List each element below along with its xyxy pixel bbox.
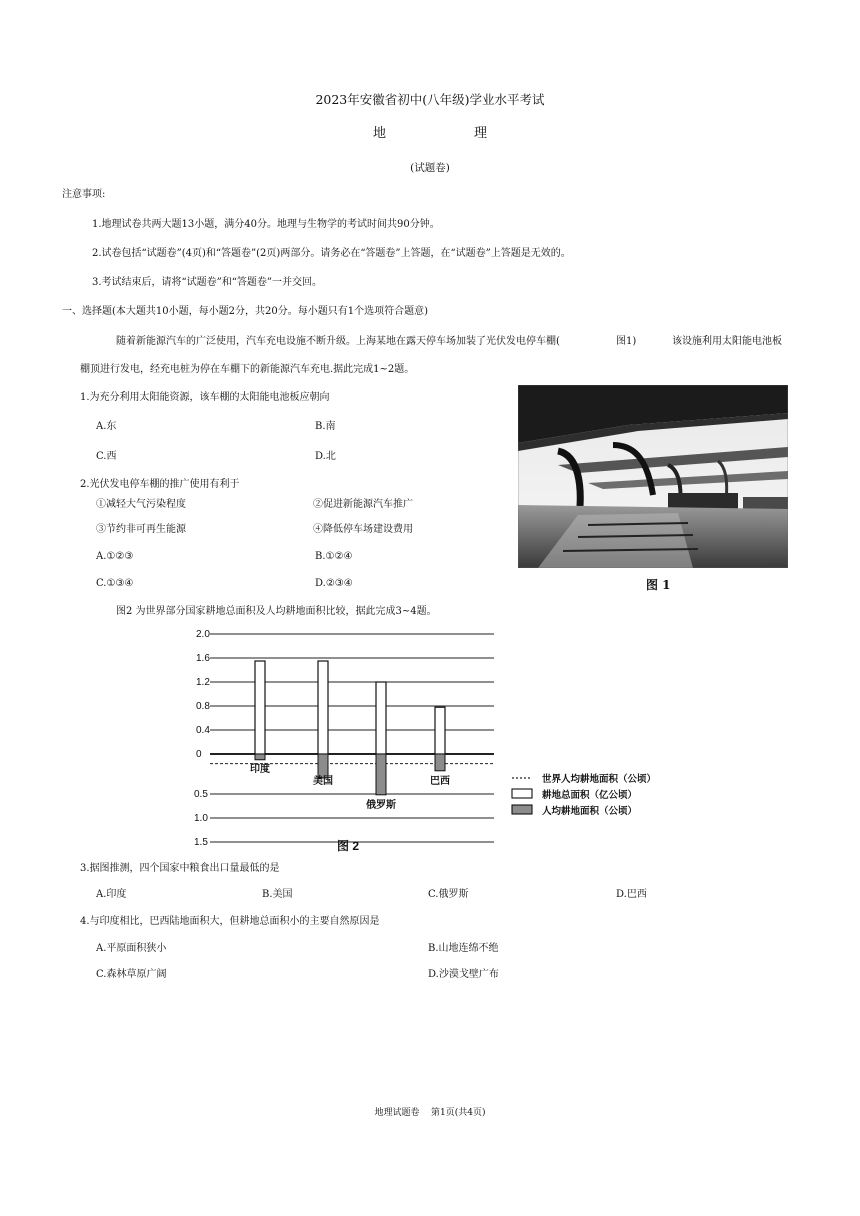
q3-option-c: C.俄罗斯 xyxy=(428,889,469,900)
page-footer xyxy=(0,1106,860,1120)
q4-option-a: A.平原面积狭小 xyxy=(96,943,167,954)
bar-per-capita xyxy=(255,754,265,760)
legend-label: 耕地总面积（亿公顷） xyxy=(542,790,638,801)
category-label: 印度 xyxy=(250,764,270,775)
q2-option-d: D.②③④ xyxy=(315,578,353,589)
q3-stem: 3.据图推测，四个国家中粮食出口量最低的是 xyxy=(80,863,280,874)
q4-option-c: C.森林草原广阔 xyxy=(96,969,167,980)
q1-option-c: C.西 xyxy=(96,451,117,462)
legend-total-swatch xyxy=(512,789,532,798)
note-item-2: 2.试卷包括“试题卷”(4页)和“答题卷”(2页)两部分。请务必在“答题卷”上答题，在“试题卷”上答题是无效的。 xyxy=(92,248,571,259)
q2-statement-2: ②促进新能源汽车推广 xyxy=(313,499,413,510)
q4-option-b: B.山地连绵不绝 xyxy=(428,943,499,954)
q2-option-c: C.①③④ xyxy=(96,578,134,589)
q2-statement-1: ①减轻大气污染程度 xyxy=(96,499,186,510)
q2-stem: 2.光伏发电停车棚的推广使用有利于 xyxy=(80,479,240,490)
y-tick-label: 0.5 xyxy=(194,789,208,800)
q3-option-d: D.巴西 xyxy=(616,889,647,900)
category-label: 美国 xyxy=(313,776,333,787)
q2-statement-3: ③节约非可再生能源 xyxy=(96,524,186,535)
figure-2-caption: 图 2 xyxy=(336,839,360,853)
bar-per-capita xyxy=(376,754,386,795)
y-tick-label: 2.0 xyxy=(196,629,210,640)
q2-option-b: B.①②④ xyxy=(315,551,353,562)
y-tick-label: 1.5 xyxy=(194,837,208,848)
intro-line2: 棚顶进行发电，经充电桩为停在车棚下的新能源汽车充电.据此完成1~2题。 xyxy=(80,364,415,375)
farmland-chart xyxy=(188,628,688,858)
footer-subject: 地理试题卷 xyxy=(374,1108,420,1118)
q2-option-a: A.①②③ xyxy=(96,551,134,562)
y-tick-label: 0.4 xyxy=(196,725,210,736)
legend-label: 世界人均耕地面积（公顷） xyxy=(542,774,657,785)
solar-carport-photo xyxy=(518,385,788,568)
y-tick-label: 1.0 xyxy=(194,813,208,824)
legend-per-capita-swatch xyxy=(512,805,532,814)
q4-stem: 4.与印度相比，巴西陆地面积大，但耕地总面积小的主要自然原因是 xyxy=(80,916,380,927)
y-tick-label: 0.8 xyxy=(196,701,210,712)
y-tick-label: 0 xyxy=(196,749,202,760)
category-label: 巴西 xyxy=(430,776,450,787)
bar-per-capita xyxy=(435,754,445,771)
exam-title: 2023年安徽省初中(八年级)学业水平考试 xyxy=(315,92,545,107)
legend-label: 人均耕地面积（公顷） xyxy=(542,806,638,817)
bar-per-capita xyxy=(318,754,328,778)
q3-option-a: A.印度 xyxy=(96,889,127,900)
notes-heading: 注意事项: xyxy=(62,189,106,200)
q4-option-d: D.沙漠戈壁广布 xyxy=(428,969,499,980)
q1-option-a: A.东 xyxy=(96,421,117,432)
bar-total-area xyxy=(376,682,386,754)
fig2-intro: 图2 为世界部分国家耕地总面积及人均耕地面积比较，据此完成3~4题。 xyxy=(116,606,437,617)
section-heading: 一、选择题(本大题共10小题，每小题2分，共20分。每小题只有1个选项符合题意) xyxy=(62,306,428,317)
category-label: 俄罗斯 xyxy=(366,800,396,811)
intro-line1: 随着新能源汽车的广泛使用，汽车充电设施不断升级。上海某地在露天停车场加装了光伏发电停车棚( xyxy=(116,336,560,347)
figure-1-caption: 图 1 xyxy=(646,578,671,592)
q3-option-b: B.美国 xyxy=(262,889,293,900)
paper-type: (试题卷) xyxy=(410,162,450,174)
y-tick-label: 1.6 xyxy=(196,653,210,664)
q1-stem: 1.为充分利用太阳能资源，该车棚的太阳能电池板应朝向 xyxy=(80,392,330,403)
footer-page: 第1页(共4页) xyxy=(430,1108,486,1118)
intro-line1-end: 该设施利用太阳能电池板 xyxy=(672,336,782,347)
q1-option-d: D.北 xyxy=(315,451,336,462)
subject-char-right: 理 xyxy=(474,126,488,141)
subject-char-left: 地 xyxy=(372,126,386,141)
subject-title xyxy=(0,127,860,141)
y-tick-label: 1.2 xyxy=(196,677,210,688)
q2-statement-4: ④降低停车场建设费用 xyxy=(313,524,413,535)
bar-total-area xyxy=(318,661,328,754)
note-item-3: 3.考试结束后，请将“试题卷”和“答题卷”一并交回。 xyxy=(92,277,322,288)
bar-total-area xyxy=(435,707,445,754)
note-item-1: 1.地理试卷共两大题13小题，满分40分。地理与生物学的考试时间共90分钟。 xyxy=(92,219,440,230)
intro-fig-ref: 图1) xyxy=(616,336,637,347)
bar-total-area xyxy=(255,661,265,754)
q1-option-b: B.南 xyxy=(315,421,336,432)
